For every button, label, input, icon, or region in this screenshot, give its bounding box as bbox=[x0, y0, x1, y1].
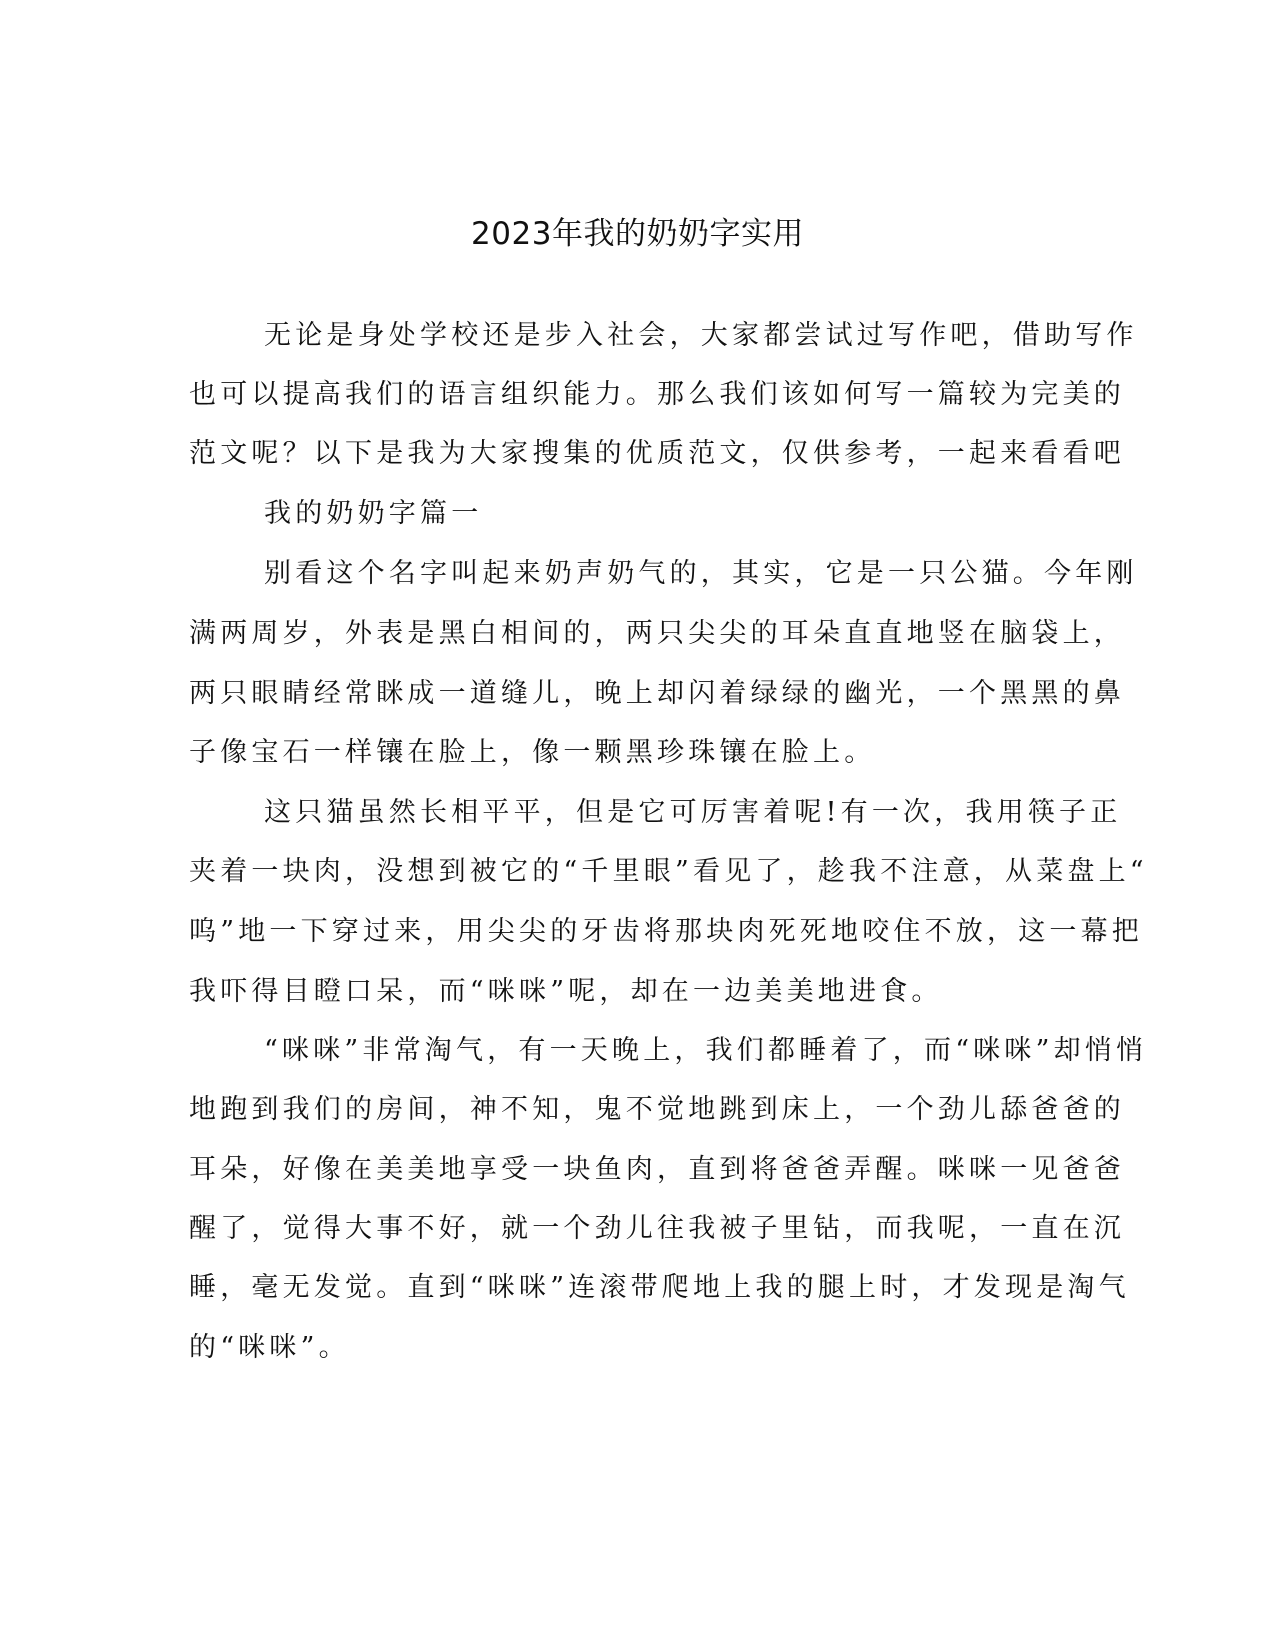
paragraph-line: 也可以提高我们的语言组织能力。那么我们该如何写一篇较为完美的 bbox=[189, 379, 1125, 410]
section-heading: 我的奶奶字篇一 bbox=[264, 498, 483, 529]
page-title: 2023年我的奶奶字实用 bbox=[471, 216, 804, 252]
paragraph-line: 满两周岁，外表是黑白相间的，两只尖尖的耳朵直直地竖在脑袋上， bbox=[189, 618, 1125, 649]
paragraph-line: 别看这个名字叫起来奶声奶气的，其实，它是一只公猫。今年刚 bbox=[264, 558, 1138, 589]
paragraph-line: 两只眼睛经常眯成一道缝儿，晚上却闪着绿绿的幽光，一个黑黑的鼻 bbox=[189, 678, 1125, 709]
paragraph-line: 的“咪咪”。 bbox=[189, 1332, 350, 1363]
paragraph-line: 醒了，觉得大事不好，就一个劲儿往我被子里钻，而我呢，一直在沉 bbox=[189, 1213, 1125, 1244]
paragraph-line: 睡，毫无发觉。直到“咪咪”连滚带爬地上我的腿上时，才发现是淘气 bbox=[189, 1272, 1130, 1303]
paragraph-line: “咪咪”非常淘气，有一天晚上，我们都睡着了，而“咪咪”却悄悄 bbox=[264, 1035, 1148, 1066]
paragraph-line: 呜”地一下穿过来，用尖尖的牙齿将那块肉死死地咬住不放，这一幕把 bbox=[189, 916, 1144, 947]
paragraph-line: 范文呢？以下是我为大家搜集的优质范文，仅供参考，一起来看看吧 bbox=[189, 438, 1125, 469]
paragraph-line: 地跑到我们的房间，神不知，鬼不觉地跳到床上，一个劲儿舔爸爸的 bbox=[189, 1094, 1125, 1125]
paragraph-line: 夹着一块肉，没想到被它的“千里眼”看见了，趁我不注意，从菜盘上“ bbox=[189, 856, 1148, 887]
paragraph-line: 这只猫虽然长相平平，但是它可厉害着呢!有一次，我用筷子正 bbox=[264, 797, 1122, 828]
paragraph-line: 子像宝石一样镶在脸上，像一颗黑珍珠镶在脸上。 bbox=[189, 737, 876, 768]
paragraph-line: 无论是身处学校还是步入社会，大家都尝试过写作吧，借助写作 bbox=[264, 320, 1138, 351]
paragraph-line: 我吓得目瞪口呆，而“咪咪”呢，却在一边美美地进食。 bbox=[189, 976, 943, 1007]
paragraph-line: 耳朵，好像在美美地享受一块鱼肉，直到将爸爸弄醒。咪咪一见爸爸 bbox=[189, 1154, 1125, 1185]
